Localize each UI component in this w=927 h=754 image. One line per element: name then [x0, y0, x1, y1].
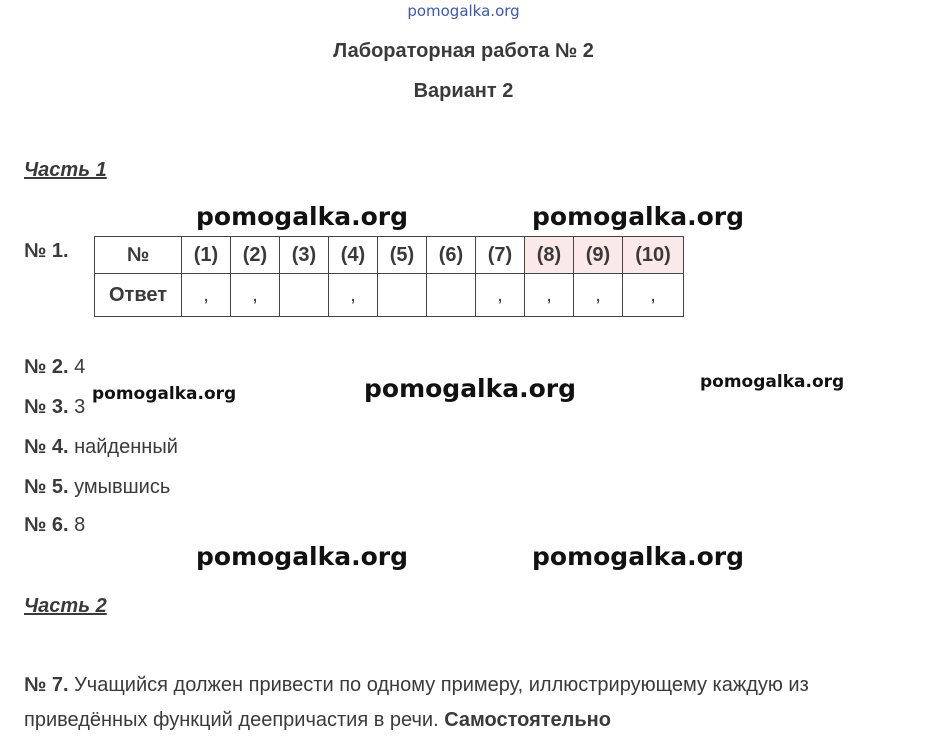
part2-heading: Часть 2	[24, 595, 107, 617]
watermark: pomogalka.org	[532, 542, 745, 571]
column-header: (10)	[623, 237, 684, 274]
column-header: (9)	[574, 237, 623, 274]
watermark: pomogalka.org	[532, 202, 745, 231]
task-answer: 4	[74, 356, 86, 378]
watermark-top: pomogalka.org	[407, 2, 520, 20]
task-answer: 3	[74, 396, 86, 418]
part1-heading: Часть 1	[24, 159, 107, 181]
table-answer-row	[95, 274, 684, 317]
answer-table	[94, 236, 684, 317]
answer-cell: ,	[231, 274, 280, 317]
column-header: (6)	[427, 237, 476, 274]
task-answer: 8	[74, 514, 86, 536]
column-header: (8)	[525, 237, 574, 274]
column-header: (5)	[378, 237, 427, 274]
column-header: (4)	[329, 237, 378, 274]
task-4: № 4. найденный	[24, 436, 178, 458]
task-1-number: № 1.	[24, 240, 69, 262]
answer-cell: ,	[329, 274, 378, 317]
watermark: pomogalka.org	[196, 202, 409, 231]
variant-title: Вариант 2	[413, 80, 514, 102]
task-7	[24, 668, 924, 738]
answer-cell: ,	[574, 274, 623, 317]
watermark: pomogalka.org	[700, 372, 845, 392]
task-bold-text: Самостоятельно	[444, 709, 611, 731]
task-answer: найденный	[74, 436, 178, 458]
answer-cell: ,	[476, 274, 525, 317]
watermark: pomogalka.org	[364, 374, 577, 403]
answer-label: Ответ	[95, 274, 182, 317]
page-title: Лабораторная работа № 2	[333, 40, 594, 62]
answer-cell: ,	[525, 274, 574, 317]
task-answer: умывшись	[74, 476, 171, 498]
task-3: № 3. 3	[24, 396, 86, 418]
column-header: (7)	[476, 237, 525, 274]
answer-cell	[427, 274, 476, 317]
task-5: № 5. умывшись	[24, 476, 171, 498]
task-number: № 7.	[24, 674, 69, 696]
answer-cell	[280, 274, 329, 317]
task-2: № 2. 4	[24, 356, 86, 378]
task-6: № 6. 8	[24, 514, 86, 536]
column-header: (2)	[231, 237, 280, 274]
watermark: pomogalka.org	[92, 384, 237, 404]
task-text: Учащийся должен привести по одному примеру, иллюстрирующему каждую из приведённых функций деепричастия в речи.	[24, 674, 809, 731]
answer-cell: ,	[182, 274, 231, 317]
table-header-row	[95, 237, 684, 274]
header-label: №	[95, 237, 182, 274]
answer-cell	[378, 274, 427, 317]
column-header: (1)	[182, 237, 231, 274]
watermark: pomogalka.org	[196, 542, 409, 571]
answer-cell: ,	[623, 274, 684, 317]
column-header: (3)	[280, 237, 329, 274]
